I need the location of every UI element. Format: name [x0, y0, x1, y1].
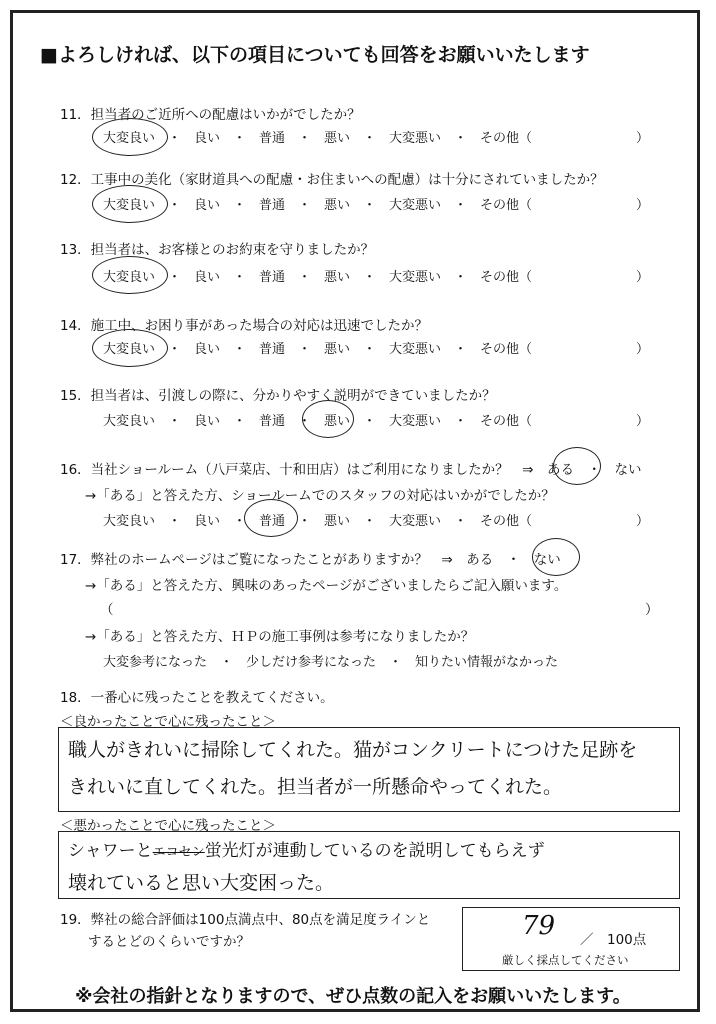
question-15-options: 大変良い ・ 良い ・ 普通 ・ 悪い ・ 大変悪い ・ その他（ ）	[103, 414, 650, 429]
question-18: 18．一番心に残ったことを教えてください。	[60, 690, 334, 706]
answer-circle-q16-sub	[244, 499, 298, 537]
question-17-sub1: →「ある」と答えた方、興味のあったページがございましたらご記入願います。	[85, 578, 568, 594]
question-12: 12．工事中の美化（家財道具への配慮・お住まいへの配慮）は十分にされていましたか？	[60, 172, 604, 188]
question-14: 14．施工中、お困り事があった場合の対応は迅速でしたか？	[60, 318, 429, 334]
question-12-options: 大変良い ・ 良い ・ 普通 ・ 悪い ・ 大変悪い ・ その他（ ）	[103, 198, 650, 213]
question-14-options: 大変良い ・ 良い ・ 普通 ・ 悪い ・ 大変悪い ・ その他（ ）	[103, 342, 650, 357]
paren-open: （	[100, 602, 114, 618]
bad-answer-text-b: 蛍光灯が連動しているのを説明してもらえず	[204, 841, 545, 861]
page-heading: ■よろしければ、以下の項目についても回答をお願いいたします	[40, 44, 590, 66]
answer-circle-q12	[92, 185, 168, 223]
question-11-options: 大変良い ・ 良い ・ 普通 ・ 悪い ・ 大変悪い ・ その他（ ）	[103, 131, 650, 146]
question-13-options: 大変良い ・ 良い ・ 普通 ・ 悪い ・ 大変悪い ・ その他（ ）	[103, 270, 650, 285]
footer-note: ※会社の指針となりますので、ぜひ点数の記入をお願いいたします。	[75, 986, 631, 1007]
bad-answer-text-a: シャワーと	[68, 841, 153, 861]
answer-circle-q15	[302, 400, 354, 438]
question-11: 11．担当者のご近所への配慮はいかがでしたか？	[60, 107, 361, 123]
answer-circle-q17	[532, 538, 580, 576]
score-note: 厳しく採点してください	[502, 953, 629, 967]
bad-answer-line-1	[68, 836, 545, 861]
question-17-options: 大変参考になった ・ 少しだけ参考になった ・ 知りたい情報がなかった	[103, 655, 559, 670]
answer-circle-q13	[92, 256, 168, 294]
question-16: 16．当社ショールーム（八戸菜店、十和田店）はご利用になりましたか？ ⇒ ある ・ ない	[60, 462, 642, 478]
answer-circle-q11	[92, 118, 168, 156]
bad-answer-struck: エコセン	[152, 845, 205, 860]
question-16-options: 大変良い ・ 良い ・ 普通 ・ 悪い ・ 大変悪い ・ その他（ ）	[103, 514, 650, 529]
good-label: ＜良かったことで心に残ったこと＞	[60, 714, 276, 730]
answer-circle-q14	[92, 329, 168, 367]
bad-label: ＜悪かったことで心に残ったこと＞	[60, 818, 276, 834]
question-17-sub2: →「ある」と答えた方、ＨＰの施工事例は参考になりましたか？	[85, 629, 475, 645]
question-17: 17．弊社のホームページはご覧になったことがありますか？ ⇒ ある ・ ない	[60, 552, 561, 568]
answer-circle-q16	[553, 447, 601, 485]
score-suffix: ／ 100点	[580, 932, 647, 948]
question-19-line-1: 19．弊社の総合評価は100点満点中、80点を満足度ラインと	[60, 912, 431, 928]
good-answer-line-2: きれいに直してくれた。担当者が一所懸命やってくれた。	[68, 776, 563, 798]
good-answer-line-1: 職人がきれいに掃除してくれた。猫がコンクリートにつけた足跡を	[68, 739, 638, 761]
question-16-sub: →「ある」と答えた方、ショールームでのスタッフの対応はいかがでしたか？	[85, 488, 555, 504]
paren-close: ）	[645, 602, 659, 618]
question-19-line-2: するとどのくらいですか？	[88, 934, 250, 950]
question-15: 15．担当者は、引渡しの際に、分かりやすく説明ができていましたか？	[60, 388, 496, 404]
bad-answer-line-2: 壊れていると思い大変困った。	[68, 872, 335, 894]
score-value: 79	[522, 911, 556, 941]
question-13: 13．担当者は、お客様とのお約束を守りましたか？	[60, 242, 375, 258]
